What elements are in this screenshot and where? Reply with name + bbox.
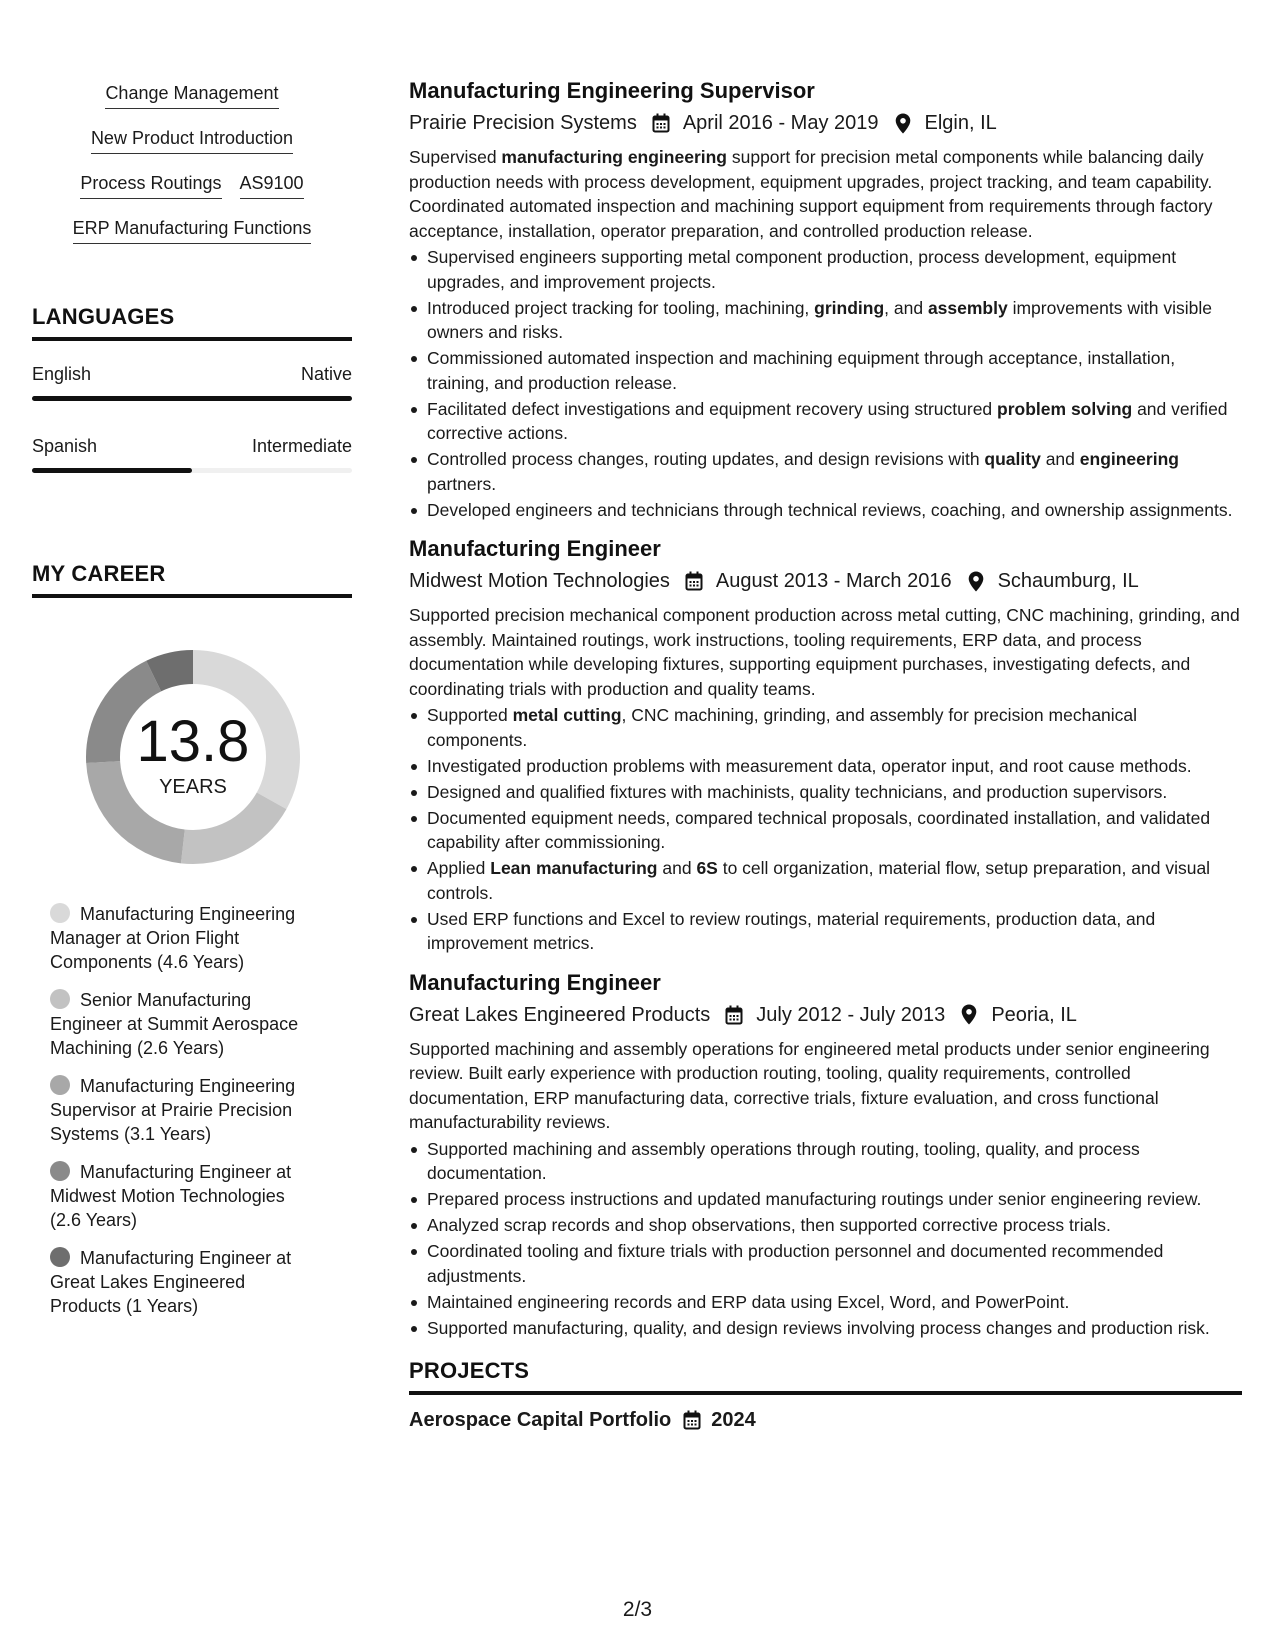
job-bullet [409,397,1242,446]
projects-list [409,1405,1242,1435]
text-segment: support for precision metal components while balancing daily production needs with process development, equipment upgrades, project tracking, and team capability. Coordinated automated inspection and machining support equipment from requirements through factory acceptance, installation, operator preparation, and controlled production release. [409,147,1213,241]
legend-dot [50,903,70,923]
text-segment: Supported precision mechanical component production across metal cutting, CNC machining, grinding, and assembly. Maintained routings, work instructions, tooling requirements, ERP data, and process documentation while developing fixtures, supporting equipment purchases, investigating defects, and coordinating trials with production and quality teams. [409,605,1240,699]
bold-keyword: 6S [696,858,718,878]
career-legend-item [50,1246,302,1318]
legend-label: Manufacturing Engineer at Great Lakes Engineered Products (1 Years) [50,1248,292,1316]
job-dates: July 2012 - July 2013 [756,1003,946,1026]
page-number: 2/3 [622,1598,653,1621]
project-item [409,1405,1242,1435]
right-column [409,76,1242,1435]
career-legend [32,902,302,1318]
map-pin-icon [893,112,913,134]
language-level-bar [32,468,352,473]
job-bullet [409,1239,1242,1288]
text-segment: improvements with visible owners and risks. [427,297,1212,342]
career-legend-item [50,902,302,974]
job-bullet [409,1187,1242,1212]
text-segment: Facilitated defect investigations and equipment recovery using structured [427,398,998,419]
job-bullet [409,1137,1242,1186]
job-bullet [409,346,1242,395]
bold-keyword: quality [984,449,1041,469]
job-summary [409,1037,1242,1135]
text-segment: Designed and qualified fixtures with machinists, quality technicians, and production supervisors. [427,781,1168,802]
job-bullets [409,245,1242,522]
language-level-bar [32,396,352,401]
text-segment: partners. [427,473,497,494]
career-total-unit: YEARS [159,776,227,798]
text-segment: Investigated production problems with measurement data, operator input, and root cause methods. [427,755,1192,776]
job-meta [409,566,1242,596]
language-item [32,435,352,473]
text-segment: Commissioned automated inspection and machining equipment through acceptance, installation, training, and production release. [427,348,1176,393]
legend-label: Manufacturing Engineering Manager at Orion Flight Components (4.6 Years) [50,904,296,972]
legend-label: Manufacturing Engineering Supervisor at Prairie Precision Systems (3.1 Years) [50,1076,296,1144]
text-segment: Coordinated tooling and fixture trials with production personnel and documented recommended adjustments. [427,1241,1164,1286]
text-segment: Analyzed scrap records and shop observations, then supported corrective process trials. [427,1215,1111,1235]
company-name: Prairie Precision Systems [409,112,637,134]
job-bullet [409,1290,1242,1315]
job-bullets [409,703,1242,956]
bold-keyword: problem solving [997,398,1133,419]
text-segment: and [657,858,697,878]
job-bullet [409,754,1242,779]
text-segment: Developed engineers and technicians through technical reviews, coaching, and ownership assignments. [427,499,1233,520]
text-segment: Introduced project tracking for tooling, machining, [427,297,815,318]
job-entry [409,534,1242,956]
text-segment: Prepared process instructions and updated manufacturing routings under senior engineering review. [427,1189,1202,1209]
job-meta [409,1000,1242,1030]
map-pin-icon [966,570,986,592]
text-segment: Applied [427,858,491,878]
career-rule [32,594,352,598]
skill-tag: Process Routings [80,170,221,199]
job-entry [409,76,1242,522]
skill-row [32,170,352,215]
calendar-icon [684,570,704,592]
job-bullet [409,498,1242,523]
job-location: Peoria, IL [991,1003,1077,1026]
text-segment: Supported [427,705,513,725]
job-bullet [409,806,1242,855]
projects-section [409,1358,1242,1435]
language-row [32,435,352,457]
language-name: Spanish [32,436,98,456]
job-dates: April 2016 - May 2019 [682,112,879,134]
text-segment: , and [884,297,928,318]
bold-keyword: grinding [814,297,885,318]
skill-row [32,215,352,260]
left-column [32,80,352,1332]
language-row [32,363,352,385]
calendar-icon [683,1409,703,1431]
bold-keyword: manufacturing engineering [501,147,727,167]
job-bullet [409,447,1242,496]
job-title: Manufacturing Engineer [409,969,661,995]
job-title: Manufacturing Engineering Supervisor [409,78,815,103]
text-segment: Supervised [409,147,502,167]
job-bullet [409,703,1242,752]
bold-keyword: Lean manufacturing [490,858,658,878]
languages-section [32,304,352,473]
career-title: MY CAREER [32,561,166,586]
bold-keyword: engineering [1079,449,1179,469]
job-entry [409,968,1242,1341]
languages-rule [32,337,352,341]
donut-center [78,642,308,872]
languages-list [32,363,352,473]
job-summary [409,145,1242,243]
legend-dot [50,1075,70,1095]
job-location: Elgin, IL [924,112,997,134]
text-segment: Supervised engineers supporting metal component production, process development, equipment upgrades, and improvement projects. [427,247,1177,292]
career-legend-item [50,988,302,1060]
skill-tag: ERP Manufacturing Functions [73,215,312,244]
legend-label: Senior Manufacturing Engineer at Summit Aerospace Machining (2.6 Years) [50,990,299,1058]
job-title: Manufacturing Engineer [409,536,661,561]
company-name: Midwest Motion Technologies [409,570,670,592]
legend-label: Manufacturing Engineer at Midwest Motion Technologies (2.6 Years) [50,1162,292,1230]
job-bullet [409,856,1242,905]
skill-tag: Change Management [105,80,278,109]
text-segment: and [1040,449,1080,469]
career-legend-item [50,1160,302,1232]
job-bullet [409,780,1242,805]
project-name: Aerospace Capital Portfolio [409,1409,672,1431]
skills-list [32,80,352,260]
language-name: English [32,364,92,384]
legend-dot [50,1247,70,1267]
text-segment: , CNC machining, grinding, and assembly for precision mechanical components. [427,705,1138,750]
projects-rule [409,1391,1242,1395]
text-segment: Controlled process changes, routing updates, and design revisions with [427,449,985,469]
language-level: Native [300,364,352,384]
projects-title: PROJECTS [409,1358,530,1383]
bold-keyword: metal cutting [512,705,622,725]
map-pin-icon [959,1004,979,1026]
text-segment: Supported machining and assembly operations through routing, tooling, quality, and process documentation. [427,1138,1140,1183]
language-item [32,363,352,401]
job-bullet [409,1213,1242,1238]
career-total-years: 13.8 [136,709,250,774]
languages-title: LANGUAGES [32,304,175,329]
skill-tag: AS9100 [240,170,304,199]
calendar-icon [651,112,671,134]
job-bullets [409,1137,1242,1341]
job-summary [409,603,1242,701]
career-legend-item [50,1074,302,1146]
language-level-fill [32,468,192,473]
career-section [32,561,352,1318]
experience-list [409,76,1242,1340]
text-segment: to cell organization, material flow, setup preparation, and visual controls. [427,858,1211,903]
text-segment: Used ERP functions and Excel to review routings, material requirements, production data, and improvement metrics. [427,908,1156,953]
job-bullet [409,907,1242,956]
company-name: Great Lakes Engineered Products [409,1003,711,1026]
text-segment: and verified corrective actions. [427,398,1228,443]
job-meta [409,108,1242,138]
language-level-fill [32,396,352,401]
language-level: Intermediate [251,436,352,456]
job-dates: August 2013 - March 2016 [715,570,952,592]
text-segment: Supported manufacturing, quality, and design reviews involving process changes and production risk. [427,1317,1210,1338]
job-bullet [409,296,1242,345]
career-donut-chart [78,642,308,872]
skill-row [32,80,352,125]
skill-row [32,125,352,170]
legend-dot [50,989,70,1009]
text-segment: Supported machining and assembly operations for engineered metal products under senior engineering review. Built early experience with production routing, tooling, quality requirements, controlled documentation, ERP manufacturing data, corrective trials, fixture evaluation, and cross functional manufacturability reviews. [409,1038,1210,1132]
project-year: 2024 [711,1409,756,1431]
job-bullet [409,245,1242,294]
calendar-icon [724,1004,744,1026]
legend-dot [50,1161,70,1181]
text-segment: Documented equipment needs, compared technical proposals, coordinated installation, and validated capability after commissioning. [427,807,1211,852]
text-segment: Maintained engineering records and ERP data using Excel, Word, and PowerPoint. [427,1291,1070,1312]
job-bullet [409,1316,1242,1341]
skill-tag: New Product Introduction [91,125,293,154]
job-location: Schaumburg, IL [997,570,1139,592]
bold-keyword: assembly [927,297,1008,318]
